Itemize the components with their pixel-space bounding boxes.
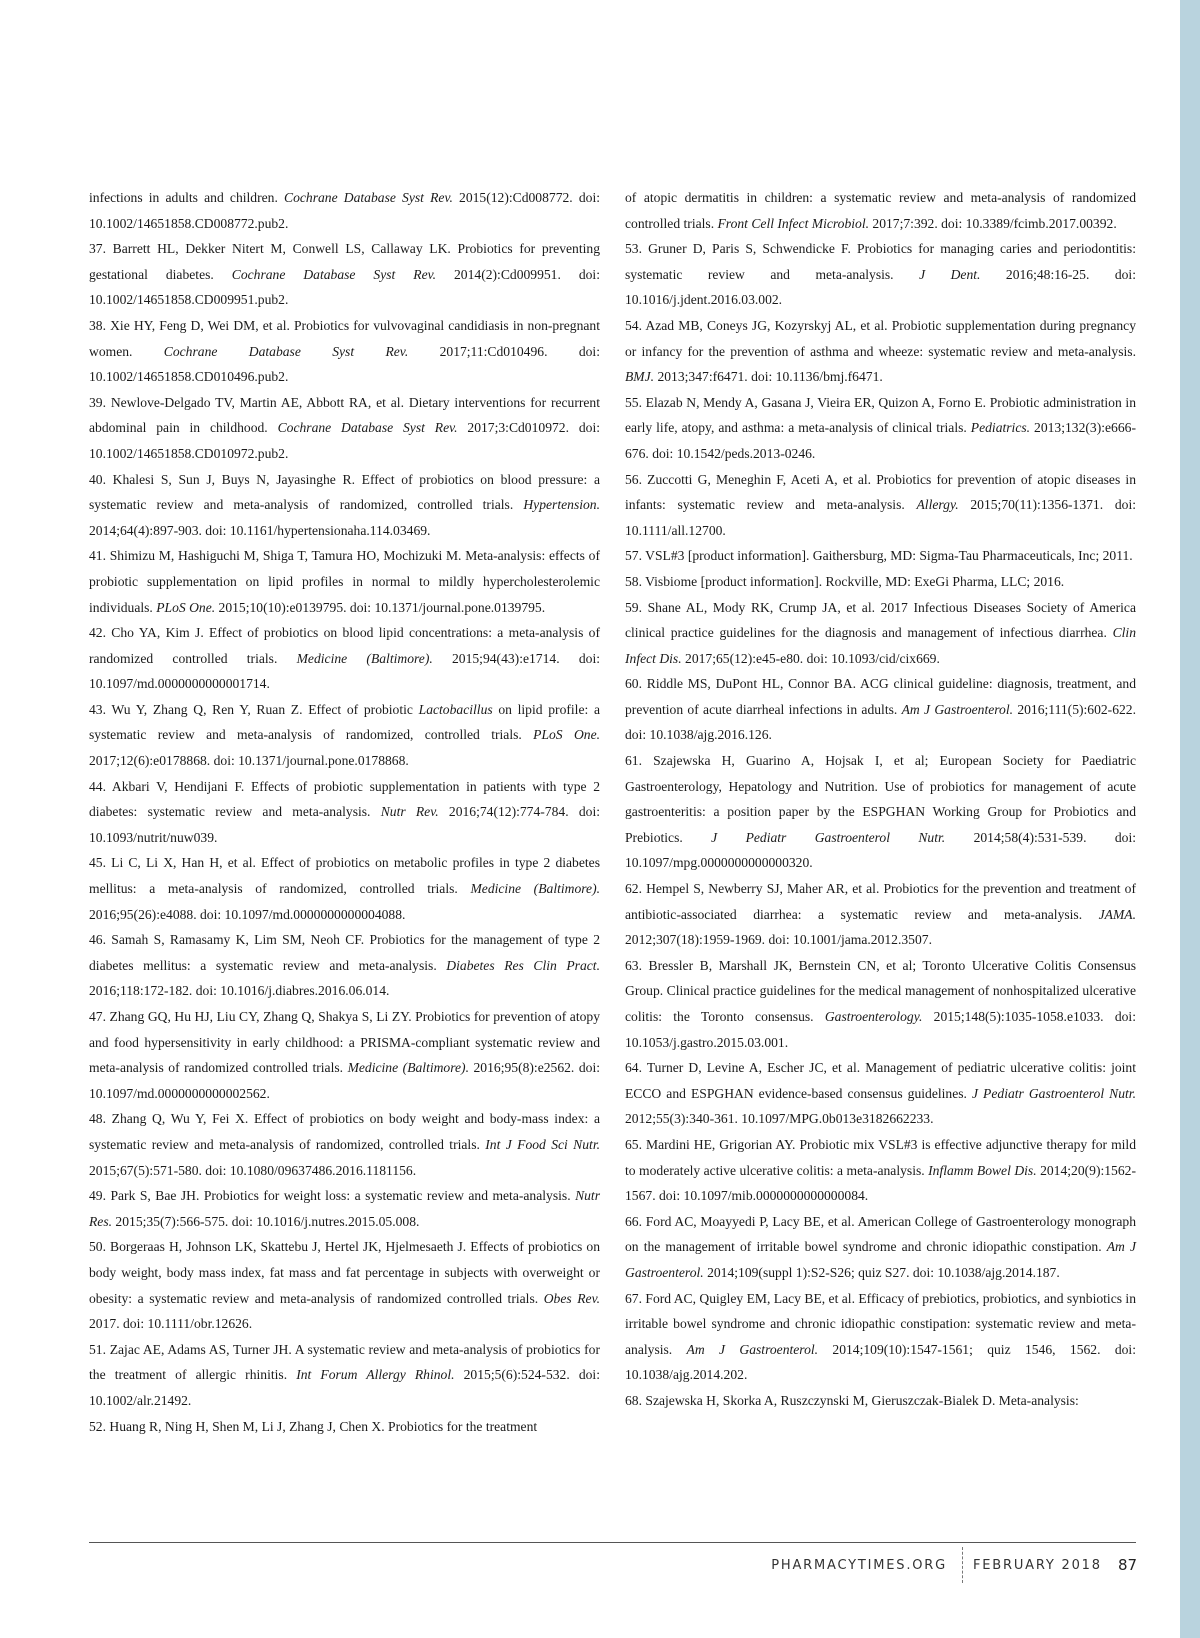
journal-title: Front Cell Infect Microbiol. xyxy=(717,215,870,231)
reference-entry xyxy=(625,236,1136,313)
reference-entry xyxy=(89,774,600,851)
reference-text: 2017;11:Cd010496. doi: 10.1002/14651858.CD010496.pub2. xyxy=(89,343,600,385)
journal-title: Lactobacillus xyxy=(418,701,493,717)
reference-text: 42. Cho YA, Kim J. Effect of probiotics on blood lipid concentrations: a meta-analysis of randomized controlled trials. xyxy=(89,625,600,666)
reference-entry xyxy=(625,1132,1136,1209)
reference-text: 67. Ford AC, Quigley EM, Lacy BE, et al. Efficacy of prebiotics, probiotics, and synbiotics in irritable bowel syndrome and chronic idiopathic constipation: systematic review and meta-analysis. xyxy=(625,1290,1136,1357)
reference-entry xyxy=(89,1234,600,1336)
reference-entry xyxy=(89,313,600,390)
reference-text: 2015;70(11):1356-1371. doi: 10.1111/all.12700. xyxy=(625,497,1136,538)
reference-text: 2015;35(7):566-575. doi: 10.1016/j.nutres.2015.05.008. xyxy=(112,1213,420,1229)
journal-title: JAMA. xyxy=(1098,906,1136,922)
reference-entry xyxy=(89,1337,600,1414)
reference-entry xyxy=(89,543,600,620)
reference-text: 62. Hempel S, Newberry SJ, Maher AR, et al. Probiotics for the prevention and treatment of antibiotic-associated diarrhea: a systematic review and meta-analysis. xyxy=(625,881,1136,922)
reference-text: 2014(2):Cd009951. doi: 10.1002/14651858.CD009951.pub2. xyxy=(89,266,600,308)
reference-text: 2017;7:392. doi: 10.3389/fcimb.2017.00392. xyxy=(869,215,1117,231)
reference-text: 40. Khalesi S, Sun J, Buys N, Jayasinghe R. Effect of probiotics on blood pressure: a systematic review and meta-analysis of randomized, controlled trials. xyxy=(89,471,600,513)
journal-title: Cochrane Database Syst Rev. xyxy=(277,420,458,436)
reference-text: 2014;109(10):1547-1561; quiz 1546, 1562. doi: 10.1038/ajg.2014.202. xyxy=(625,1341,1136,1383)
reference-entry xyxy=(625,1388,1136,1414)
reference-entry xyxy=(625,876,1136,953)
reference-text: 2016;111(5):602-622. doi: 10.1038/ajg.2016.126. xyxy=(625,701,1136,743)
reference-text: 49. Park S, Bae JH. Probiotics for weight loss: a systematic review and meta-analysis. xyxy=(89,1188,576,1204)
journal-title: Obes Rev. xyxy=(543,1290,600,1306)
reference-text: 61. Szajewska H, Guarino A, Hojsak I, et al; European Society for Paediatric Gastroenterology, Hepatology and Nutrition. Use of probiotics for management of acute gastroenteritis: a position paper by the ESPGHAN Working Group for Probiotics and Prebiotics. xyxy=(625,753,1136,845)
reference-entry xyxy=(89,390,600,467)
journal-title: Medicine (Baltimore). xyxy=(296,650,433,666)
reference-text: 2014;109(suppl 1):S2-S26; quiz S27. doi: 10.1038/ajg.2014.187. xyxy=(703,1264,1060,1280)
reference-text: 2015;5(6):524-532. doi: 10.1002/alr.21492. xyxy=(89,1367,600,1408)
reference-text: 2014;20(9):1562-1567. doi: 10.1097/mib.0000000000000084. xyxy=(625,1162,1136,1204)
reference-text: 2012;55(3):340-361. 10.1097/MPG.0b013e3182662233. xyxy=(625,1111,934,1127)
reference-text: 54. Azad MB, Coneys JG, Kozyrskyj AL, et al. Probiotic supplementation during pregnancy or infancy for the prevention of asthma and wheeze: systematic review and meta-analysis. xyxy=(625,317,1136,359)
reference-text: 46. Samah S, Ramasamy K, Lim SM, Neoh CF. Probiotics for the management of type 2 diabetes mellitus: a systematic review and meta-analysis. xyxy=(89,932,600,973)
reference-text: 2013;132(3):e666-676. doi: 10.1542/peds.2013-0246. xyxy=(625,420,1136,461)
reference-text: 2015;67(5):571-580. doi: 10.1080/09637486.2016.1181156. xyxy=(89,1162,417,1178)
journal-title: Medicine (Baltimore). xyxy=(470,881,601,897)
reference-entry xyxy=(625,185,1136,236)
reference-entry xyxy=(625,390,1136,467)
page-edge-color-bar xyxy=(1180,0,1200,1638)
journal-title: Am J Gastroenterol. xyxy=(625,1239,1136,1280)
reference-text: 38. Xie HY, Feng D, Wei DM, et al. Probiotics for vulvovaginal candidiasis in non-pregnant women. xyxy=(89,317,600,359)
reference-text: 59. Shane AL, Mody RK, Crump JA, et al. 2017 Infectious Diseases Society of America clinical practice guidelines for the diagnosis and management of infectious diarrhea. xyxy=(625,599,1136,641)
reference-entry xyxy=(89,850,600,927)
journal-title: J Pediatr Gastroenterol Nutr. xyxy=(711,829,946,845)
reference-text: 2016;118:172-182. doi: 10.1016/j.diabres.2016.06.014. xyxy=(89,983,390,999)
references-right-column xyxy=(625,185,1136,1414)
reference-entry xyxy=(89,1414,600,1440)
reference-text: 2013;347:f6471. doi: 10.1136/bmj.f6471. xyxy=(654,369,883,385)
page-number: 87 xyxy=(1118,1556,1138,1574)
reference-text: 60. Riddle MS, DuPont HL, Connor BA. ACG clinical guideline: diagnosis, treatment, and prevention of acute diarrheal infections in adults. xyxy=(625,676,1136,717)
reference-text: 63. Bressler B, Marshall JK, Bernstein CN, et al; Toronto Ulcerative Colitis Consensus Group. Clinical practice guidelines for the medical management of nonhospitalized ulcerative colitis: the Toronto consensus. xyxy=(625,957,1136,1024)
footer-issue-date: FEBRUARY 2018 xyxy=(973,1558,1102,1573)
reference-text: 56. Zuccotti G, Meneghin F, Aceti A, et al. Probiotics for prevention of atopic diseases in infants: systematic review and meta-analysis. xyxy=(625,471,1136,513)
reference-text: 43. Wu Y, Zhang Q, Ren Y, Ruan Z. Effect of probiotic xyxy=(89,701,419,717)
journal-title: Diabetes Res Clin Pract. xyxy=(446,957,600,973)
journal-title: Clin Infect Dis. xyxy=(625,625,1136,666)
reference-text: 2015;10(10):e0139795. doi: 10.1371/journal.pone.0139795. xyxy=(215,599,546,615)
journal-title: Cochrane Database Syst Rev. xyxy=(284,190,453,205)
reference-text: 53. Gruner D, Paris S, Schwendicke F. Probiotics for managing caries and periodontitis: systematic review and meta-analysis. xyxy=(625,241,1136,282)
reference-entry xyxy=(625,671,1136,748)
journal-title: J Dent. xyxy=(919,266,981,282)
reference-text: 47. Zhang GQ, Hu HJ, Liu CY, Zhang Q, Shakya S, Li ZY. Probiotics for prevention of atopy and food hypersensitivity in early childhood: a PRISMA-compliant systematic review and meta-analysis of randomized controlled trials. xyxy=(89,1009,600,1076)
journal-title: Allergy. xyxy=(916,497,959,513)
journal-title: Cochrane Database Syst Rev. xyxy=(231,266,437,282)
journal-title: Pediatrics. xyxy=(970,420,1031,436)
reference-text: 55. Elazab N, Mendy A, Gasana J, Vieira ER, Quizon A, Forno E. Probiotic administration in early life, atopy, and asthma: a meta-analysis of clinical trials. xyxy=(625,394,1136,436)
footer-separator xyxy=(962,1547,963,1583)
reference-entry xyxy=(89,236,600,313)
reference-entry xyxy=(625,1209,1136,1286)
reference-entry xyxy=(89,620,600,697)
reference-text: on lipid profile: a systematic review and meta-analysis of randomized, controlled trials. xyxy=(89,701,600,743)
reference-text: 2015;94(43):e1714. doi: 10.1097/md.0000000000001714. xyxy=(89,650,600,692)
journal-title: J Pediatr Gastroenterol Nutr. xyxy=(971,1085,1136,1101)
reference-text: 48. Zhang Q, Wu Y, Fei X. Effect of probiotics on body weight and body-mass index: a systematic review and meta-analysis of randomized, controlled trials. xyxy=(89,1111,600,1152)
reference-entry xyxy=(625,953,1136,1055)
references-left-column xyxy=(89,185,600,1439)
reference-entry xyxy=(625,569,1136,595)
reference-text: 45. Li C, Li X, Han H, et al. Effect of probiotics on metabolic profiles in type 2 diabetes mellitus: a meta-analysis of randomized, controlled trials. xyxy=(89,855,600,897)
reference-text: 44. Akbari V, Hendijani F. Effects of probiotic supplementation in patients with type 2 diabetes: systematic review and meta-analysis. xyxy=(89,778,600,820)
journal-title: PLoS One. xyxy=(533,727,600,743)
reference-text: 2016;48:16-25. doi: 10.1016/j.jdent.2016.03.002. xyxy=(625,266,1136,308)
reference-entry xyxy=(89,1183,600,1234)
reference-entry xyxy=(89,697,600,774)
journal-title: Inflamm Bowel Dis. xyxy=(928,1162,1037,1178)
reference-entry xyxy=(625,467,1136,544)
footer-divider xyxy=(89,1542,1136,1543)
reference-entry xyxy=(89,1004,600,1106)
reference-text: 41. Shimizu M, Hashiguchi M, Shiga T, Tamura HO, Mochizuki M. Meta-analysis: effects of probiotic supplementation on lipid profiles in normal to mildly hypercholesterolemic individuals. xyxy=(89,548,600,615)
reference-text: 65. Mardini HE, Grigorian AY. Probiotic mix VSL#3 is effective adjunctive therapy for mild to moderately active ulcerative colitis: a meta-analysis. xyxy=(625,1136,1136,1178)
reference-text: 2014;64(4):897-903. doi: 10.1161/hypertensionaha.114.03469. xyxy=(89,522,431,538)
journal-title: Gastroenterology. xyxy=(824,1009,923,1024)
journal-title: PLoS One. xyxy=(156,599,216,615)
reference-entry xyxy=(625,748,1136,876)
reference-entry xyxy=(625,543,1136,569)
reference-text: 57. VSL#3 [product information]. Gaithersburg, MD: Sigma-Tau Pharmaceuticals, Inc; 2011. xyxy=(625,548,1133,564)
reference-text: 66. Ford AC, Moayyedi P, Lacy BE, et al. American College of Gastroenterology monograph on the management of irritable bowel syndrome and chronic idiopathic constipation. xyxy=(625,1213,1136,1255)
journal-title: Am J Gastroenterol. xyxy=(901,701,1014,717)
journal-title: Cochrane Database Syst Rev. xyxy=(163,343,409,359)
reference-text: 2016;95(8):e2562. doi: 10.1097/md.0000000000002562. xyxy=(89,1060,600,1101)
reference-text: 2015(12):Cd008772. doi: 10.1002/14651858.CD008772.pub2. xyxy=(89,190,600,231)
reference-entry xyxy=(89,467,600,544)
reference-text: 50. Borgeraas H, Johnson LK, Skattebu J, Hertel JK, Hjelmesaeth J. Effects of probiotics on body weight, body mass index, fat mass and fat percentage in subjects with overweight or obesity: a systematic review and meta-analysis of randomized controlled trials. xyxy=(89,1239,600,1306)
journal-title: Am J Gastroenterol. xyxy=(686,1341,819,1357)
reference-entry xyxy=(625,1286,1136,1388)
reference-text: 2017;12(6):e0178868. doi: 10.1371/journal.pone.0178868. xyxy=(89,753,409,769)
reference-text: 2015;148(5):1035-1058.e1033. doi: 10.1053/j.gastro.2015.03.001. xyxy=(625,1009,1136,1050)
journal-title: Int J Food Sci Nutr. xyxy=(485,1136,600,1152)
reference-entry xyxy=(625,313,1136,390)
reference-entry xyxy=(89,1106,600,1183)
reference-entry xyxy=(89,927,600,1004)
reference-text: 51. Zajac AE, Adams AS, Turner JH. A systematic review and meta-analysis of probiotics for the treatment of allergic rhinitis. xyxy=(89,1341,600,1383)
reference-text: 37. Barrett HL, Dekker Nitert M, Conwell LS, Callaway LK. Probiotics for preventing gestational diabetes. xyxy=(89,241,600,282)
reference-entry xyxy=(625,1055,1136,1132)
reference-text: 2017. doi: 10.1111/obr.12626. xyxy=(89,1316,253,1332)
reference-text: 68. Szajewska H, Skorka A, Ruszczynski M, Gieruszczak-Bialek D. Meta-analysis: xyxy=(625,1392,1079,1408)
reference-text: 39. Newlove-Delgado TV, Martin AE, Abbott RA, et al. Dietary interventions for recurrent abdominal pain in childhood. xyxy=(89,394,600,436)
journal-title: Int Forum Allergy Rhinol. xyxy=(296,1367,455,1383)
reference-text: 2017;3:Cd010972. doi: 10.1002/14651858.CD010972.pub2. xyxy=(89,420,600,461)
reference-entry xyxy=(625,595,1136,672)
reference-text: 2016;74(12):774-784. doi: 10.1093/nutrit/nuw039. xyxy=(89,804,600,845)
reference-text: 64. Turner D, Levine A, Escher JC, et al. Management of pediatric ulcerative colitis: joint ECCO and ESPGHAN evidence-based consensus guidelines. xyxy=(625,1060,1136,1101)
reference-text: of atopic dermatitis in children: a systematic review and meta-analysis of randomized controlled trials. xyxy=(625,190,1136,231)
reference-text: 2014;58(4):531-539. doi: 10.1097/mpg.0000000000000320. xyxy=(625,829,1137,871)
journal-title: BMJ. xyxy=(625,369,655,385)
journal-title: Medicine (Baltimore). xyxy=(347,1060,469,1076)
reference-text: 2017;65(12):e45-e80. doi: 10.1093/cid/cix669. xyxy=(681,650,940,666)
journal-title: Hypertension. xyxy=(523,497,600,513)
journal-title: Nutr Rev. xyxy=(380,804,439,820)
reference-text: 52. Huang R, Ning H, Shen M, Li J, Zhang J, Chen X. Probiotics for the treatment xyxy=(89,1418,538,1434)
reference-text: 2012;307(18):1959-1969. doi: 10.1001/jama.2012.3507. xyxy=(625,932,932,948)
reference-text: 58. Visbiome [product information]. Rockville, MD: ExeGi Pharma, LLC; 2016. xyxy=(625,573,1065,589)
reference-text: infections in adults and children. xyxy=(89,190,285,205)
footer-site-name[interactable]: PHARMACYTIMES.ORG xyxy=(771,1558,947,1573)
reference-text: 2016;95(26):e4088. doi: 10.1097/md.0000000000004088. xyxy=(89,906,406,922)
reference-entry xyxy=(89,185,600,236)
journal-title: Nutr Res. xyxy=(89,1188,600,1229)
